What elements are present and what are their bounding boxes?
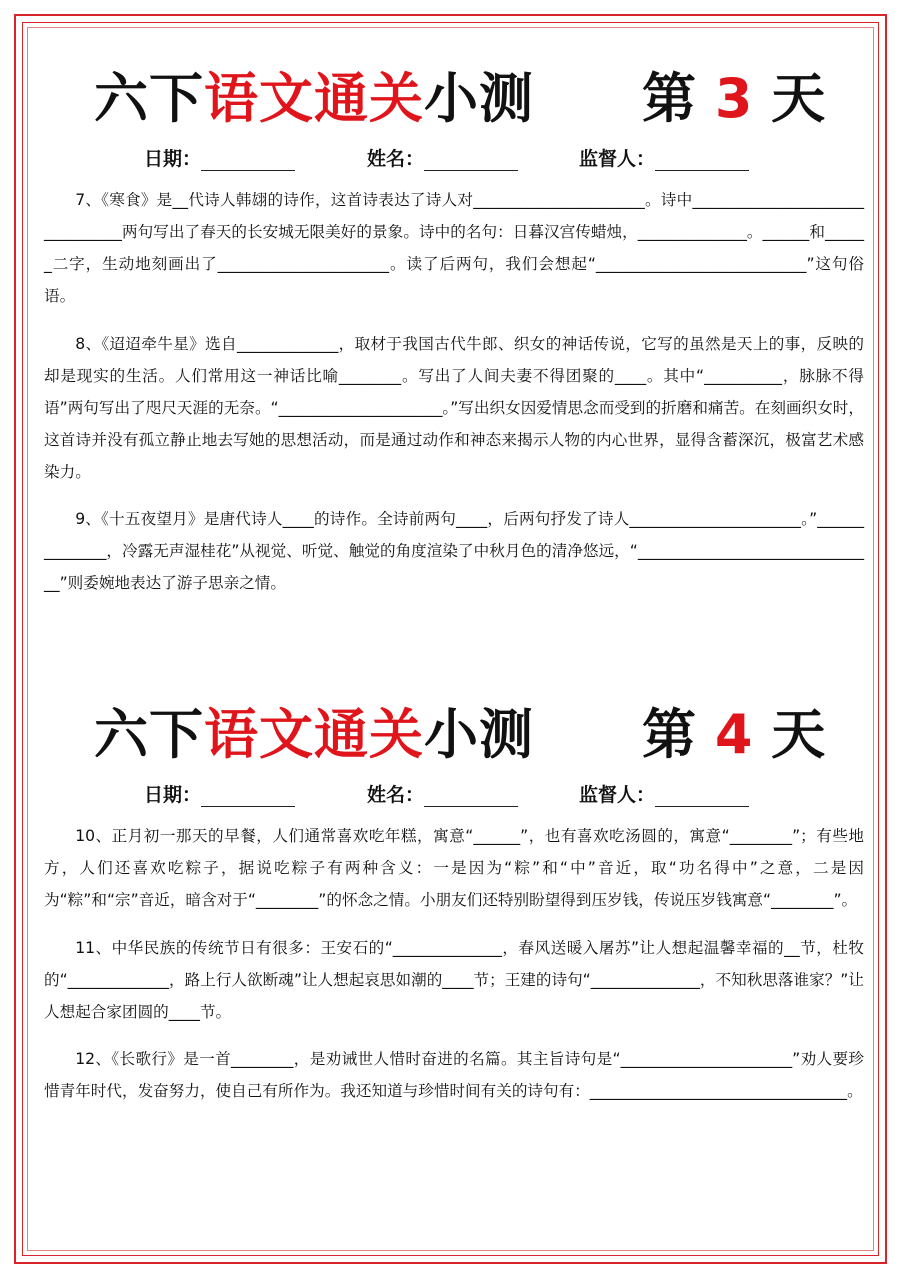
title-main bbox=[94, 692, 534, 769]
question-8: 8、《迢迢牵牛星》选自_____________，取材于我国古代牛郎、织女的神话传说，它写的虽然是天上的事，反映的却是现实的生活。人们常用这一神话比喻________。写出了人间夫妻不得团聚的____。其中“__________，脉脉不得语”两句写出了咫尺天涯的无奈。“_____________________。”写出织女因爱情思念而受到的折磨和痛苦。在刻画织女时，这首诗并没有孤立静止地去写她的思想活动，而是通过动作和神态来揭示人物的内心世界，显得含蓄深沉，极富艺术感染力。 bbox=[44, 334, 864, 481]
date-blank[interactable] bbox=[201, 152, 295, 171]
day-number: 3 bbox=[714, 67, 753, 130]
date-blank[interactable] bbox=[201, 788, 295, 807]
day-number: 4 bbox=[714, 703, 753, 766]
question-10: 10、正月初一那天的早餐，人们通常喜欢吃年糕，寓意“______”，也有喜欢吃汤圆的，寓意“________”；有些地方，人们还喜欢吃粽子，据说吃粽子有两种含义：一是因为“粽”和“中”音近，取“功名得中”之意，二是因为“粽”和“宗”音近，暗含对于“________”的怀念之情。小朋友们还特别盼望得到压岁钱，传说压岁钱寓意“________”。 bbox=[44, 827, 864, 909]
meta-row bbox=[44, 138, 864, 178]
day-prefix: 第 bbox=[642, 67, 696, 130]
name-label: 姓名： bbox=[367, 148, 425, 170]
title-part-1: 六下 bbox=[94, 703, 204, 766]
meta-row bbox=[44, 774, 864, 814]
section-title bbox=[44, 52, 864, 138]
name-field bbox=[367, 780, 518, 807]
title-part-2-highlight: 语文通关 bbox=[204, 67, 424, 130]
quiz-section-day-4 bbox=[44, 688, 864, 1123]
day-label bbox=[642, 56, 825, 133]
name-blank[interactable] bbox=[424, 152, 518, 171]
day-label bbox=[642, 692, 825, 769]
title-part-3: 小测 bbox=[424, 703, 534, 766]
title-main bbox=[94, 56, 534, 133]
title-part-3: 小测 bbox=[424, 67, 534, 130]
question-7: 7、《寒食》是__代诗人韩翃的诗作，这首诗表达了诗人对______________________。诗中________________________________两句写出了春天的长安城无限美好的景象。诗中的名句：日暮汉宫传蜡烛，______________。______和______二字，生动地刻画出了______________________。读了后两句，我们会想起“___________________________”这句俗语。 bbox=[44, 191, 864, 305]
day-suffix: 天 bbox=[771, 67, 826, 130]
section-title bbox=[44, 688, 864, 774]
supervisor-label: 监督人： bbox=[579, 784, 656, 806]
supervisor-blank[interactable] bbox=[655, 152, 749, 171]
name-blank[interactable] bbox=[424, 788, 518, 807]
supervisor-field bbox=[579, 144, 749, 171]
day-prefix: 第 bbox=[642, 703, 696, 766]
date-label: 日期： bbox=[144, 784, 202, 806]
supervisor-label: 监督人： bbox=[579, 148, 656, 170]
date-label: 日期： bbox=[144, 148, 202, 170]
name-label: 姓名： bbox=[367, 784, 425, 806]
supervisor-field bbox=[579, 780, 749, 807]
question-12: 12、《长歌行》是一首________，是劝诫世人惜时奋进的名篇。其主旨诗句是“______________________”劝人要珍惜青年时代，发奋努力，使自己有所作为。我还知道与珍惜时间有关的诗句有：_________________________________。 bbox=[44, 1050, 864, 1101]
question-9: 9、《十五夜望月》是唐代诗人____的诗作。全诗前两句____，后两句抒发了诗人______________________。”______________，冷露无声湿桂花”从视觉、听觉、触觉的角度渲染了中秋月色的清净悠远，“_______________________________”则委婉地表达了游子思亲之情。 bbox=[44, 510, 864, 593]
name-field bbox=[367, 144, 518, 171]
title-part-2-highlight: 语文通关 bbox=[204, 703, 424, 766]
quiz-section-day-3 bbox=[44, 52, 864, 615]
date-field bbox=[144, 144, 295, 171]
question-11: 11、中华民族的传统节日有很多：王安石的“______________，春风送暖入屠苏”让人想起温馨幸福的__节，杜牧的“_____________，路上行人欲断魂”让人想起哀思如潮的____节；王建的诗句“______________，不知秋思落谁家？”让人想起合家团圆的____节。 bbox=[44, 938, 864, 1021]
title-part-1: 六下 bbox=[94, 67, 204, 130]
day-suffix: 天 bbox=[771, 703, 826, 766]
supervisor-blank[interactable] bbox=[655, 788, 749, 807]
date-field bbox=[144, 780, 295, 807]
